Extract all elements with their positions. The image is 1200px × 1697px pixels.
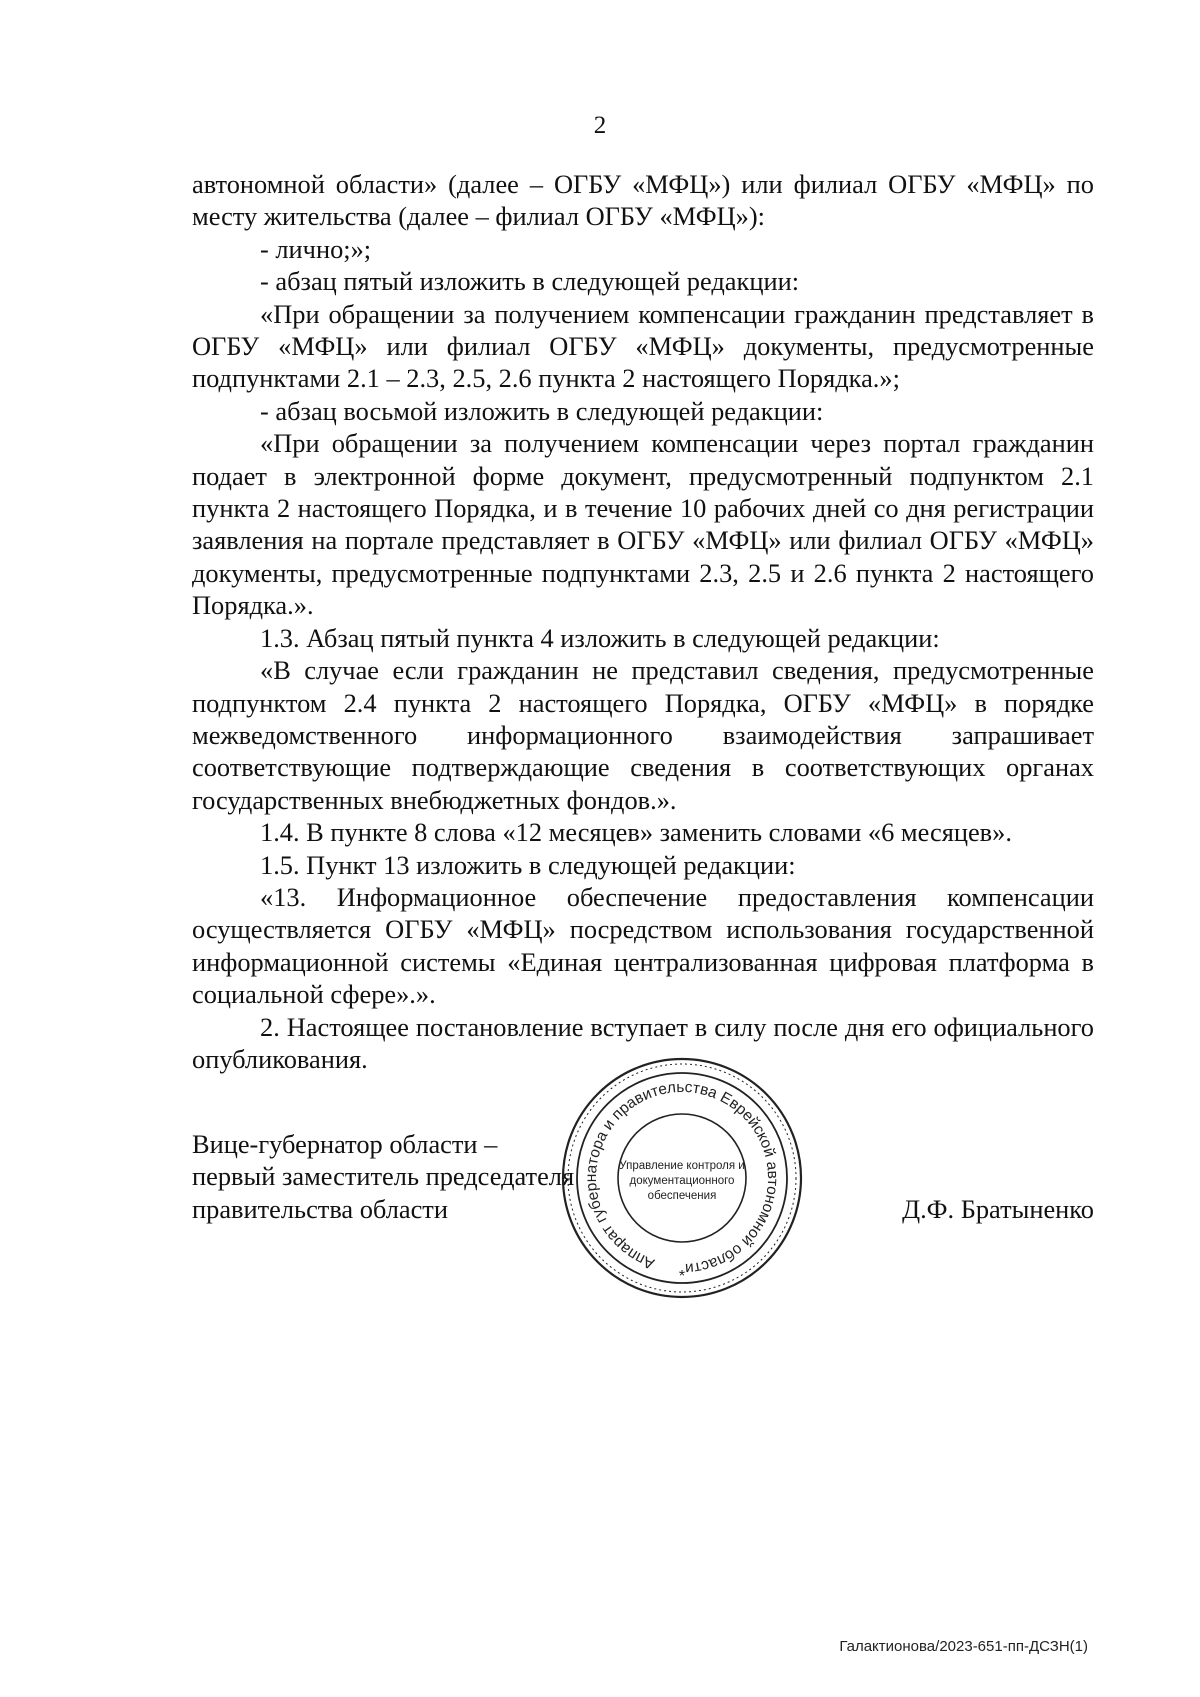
signatory-position-line: правительства области [192, 1193, 448, 1224]
paragraph: «13. Информационное обеспечение предоставления компенсации осуществляется ОГБУ «МФЦ» посредством использования государственной информационной системы «Единая централизованная цифровая платформа в социальной сфере».». [192, 881, 1094, 1010]
signatory-position-line: Вице-губернатор области – [192, 1129, 498, 1159]
document-reference-code: Галактионова/2023-651-пп-ДСЗН(1) [839, 1638, 1088, 1655]
paragraph: 1.3. Абзац пятый пункта 4 изложить в следующей редакции: [260, 622, 940, 653]
paragraph: 2. Настоящее постановление вступает в силу после дня его официального опубликования. [192, 1011, 1094, 1074]
signatory-position-line: первый заместитель председателя [192, 1161, 575, 1192]
paragraph: «В случае если гражданин не представил сведения, предусмотренные подпунктом 2.4 пункта 2 настоящего Порядка, ОГБУ «МФЦ» в порядке межведомственного информационного взаимодействия запрашивает соответствующие подтверждающие сведения в соответствующих органах государственных внебюджетных фондов.». [192, 655, 1094, 815]
paragraph: - абзац пятый изложить в следующей редакции: [260, 266, 800, 297]
paragraph: 1.4. В пункте 8 слова «12 месяцев» заменить словами «6 месяцев». [260, 817, 1012, 848]
signatory-name: Д.Ф. Братыненко [902, 1194, 1094, 1224]
document-body [192, 168, 1094, 1075]
seal-inner-line: Управление контроля и [619, 1160, 745, 1172]
seal-star-icon: * [678, 1268, 686, 1285]
paragraph: - лично;»; [260, 233, 372, 264]
page-number: 2 [593, 112, 607, 139]
paragraph: «При обращении за получением компенсации гражданин представляет в ОГБУ «МФЦ» или филиал ОГБУ «МФЦ» документы, предусмотренные подпунктами 2.1 – 2.3, 2.5, 2.6 пункта 2 настоящего Порядка.»; [192, 298, 1094, 394]
seal-outer-text: Аппарат губернатора и правительства Еврейской автономной области [583, 1078, 782, 1278]
signatory-position [192, 1128, 574, 1225]
seal-inner-line: документационного [629, 1175, 735, 1187]
paragraph: - абзац восьмой изложить в следующей редакции: [260, 395, 824, 426]
paragraph: автономной области» (далее – ОГБУ «МФЦ») или филиал ОГБУ «МФЦ» по месту жительства (далее – филиал ОГБУ «МФЦ»): [192, 169, 1094, 232]
paragraph: «При обращении за получением компенсации через портал гражданин подает в электронной форме документ, предусмотренный подпунктом 2.1 пункта 2 настоящего Порядка, и в течение 10 рабочих дней со дня регистрации заявления на портале представляет в ОГБУ «МФЦ» или филиал ОГБУ «МФЦ» документы, предусмотренные подпунктами 2.3, 2.5 и 2.6 пункта 2 настоящего Порядка.». [192, 428, 1094, 621]
paragraph: 1.5. Пункт 13 изложить в следующей редакции: [260, 849, 796, 880]
official-seal [558, 1054, 806, 1302]
seal-inner-line: обеспечения [647, 1190, 717, 1202]
